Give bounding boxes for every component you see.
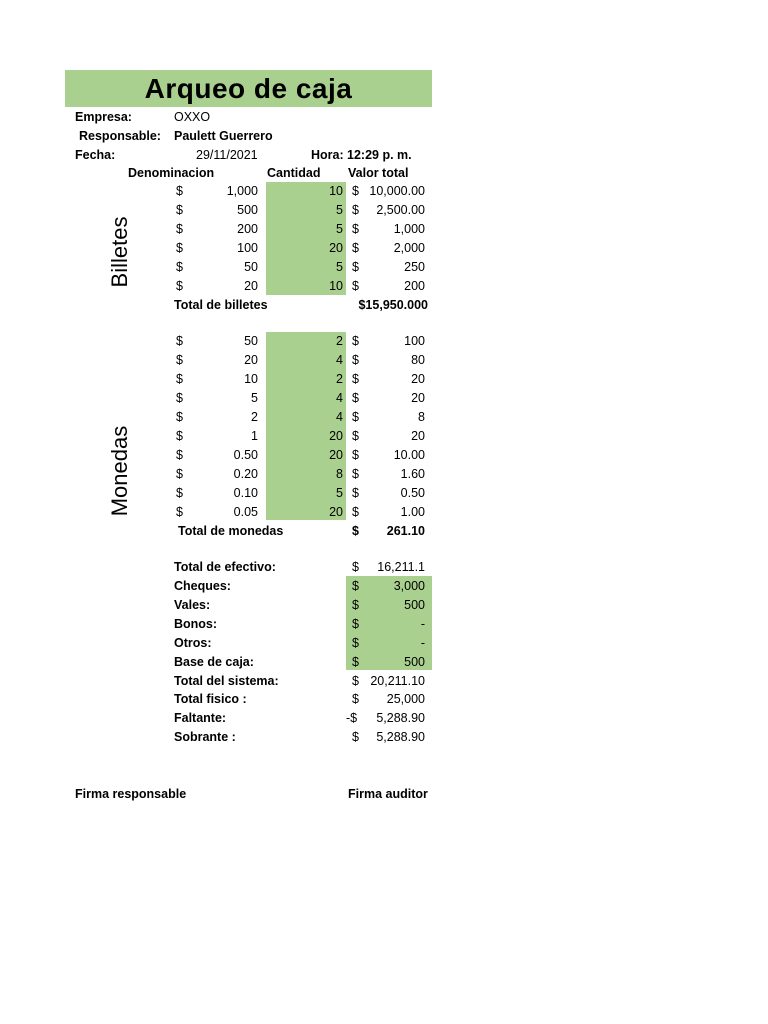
currency-symbol: $ — [176, 372, 183, 386]
quantity-cell: 5 — [336, 203, 343, 217]
currency-symbol: $ — [176, 241, 183, 255]
table-row — [0, 258, 768, 277]
summary-row-sobrante — [0, 728, 768, 747]
currency-symbol: $ — [352, 524, 359, 538]
table-row — [0, 220, 768, 239]
currency-symbol: $ — [352, 448, 359, 462]
summary-row-total-fisico — [0, 690, 768, 709]
currency-symbol: $ — [352, 617, 359, 631]
billetes-total-value: $15,950.000 — [358, 298, 428, 312]
currency-symbol: $ — [176, 222, 183, 236]
quantity-cell: 2 — [336, 334, 343, 348]
currency-symbol: $ — [352, 184, 359, 198]
value-cell: 1,000 — [393, 222, 425, 236]
quantity-cell: 10 — [329, 279, 343, 293]
value-cell: 20 — [411, 372, 425, 386]
summary-row-total-sistema — [0, 672, 768, 691]
fecha-value: 29/11/2021 — [196, 148, 258, 162]
summary-label: Base de caja: — [174, 655, 254, 669]
currency-symbol: -$ — [346, 711, 358, 725]
currency-symbol: $ — [352, 410, 359, 424]
currency-symbol: $ — [176, 486, 183, 500]
currency-symbol: $ — [352, 279, 359, 293]
hora-value: 12:29 p. m. — [347, 148, 412, 162]
signature-responsable-label: Firma responsable — [75, 787, 187, 801]
summary-label: Total del sistema: — [174, 674, 279, 688]
column-header-cantidad: Cantidad — [267, 166, 321, 180]
currency-symbol: $ — [176, 260, 183, 274]
denomination-cell: 0.05 — [233, 505, 258, 519]
summary-value: - — [420, 636, 425, 650]
quantity-cell: 4 — [336, 410, 343, 424]
currency-symbol: $ — [352, 655, 359, 669]
empresa-value: OXXO — [174, 110, 211, 124]
value-cell: 2,000 — [393, 241, 425, 255]
column-header-denominacion: Denominacion — [128, 166, 215, 180]
denomination-cell: 0.20 — [233, 467, 258, 481]
currency-symbol: $ — [352, 598, 359, 612]
quantity-cell: 20 — [329, 241, 343, 255]
column-header-valor-total: Valor total — [348, 166, 409, 180]
currency-symbol: $ — [176, 184, 183, 198]
summary-value: 500 — [404, 655, 425, 669]
table-row — [0, 408, 768, 427]
quantity-cell: 5 — [336, 260, 343, 274]
currency-symbol: $ — [176, 429, 183, 443]
table-row — [0, 351, 768, 370]
value-cell: 2,500.00 — [376, 203, 425, 217]
currency-symbol: $ — [352, 486, 359, 500]
table-row — [0, 182, 768, 201]
denomination-cell: 0.10 — [233, 486, 258, 500]
currency-symbol: $ — [176, 334, 183, 348]
currency-symbol: $ — [352, 429, 359, 443]
quantity-cell: 5 — [336, 486, 343, 500]
table-row — [0, 484, 768, 503]
quantity-cell: 10 — [329, 184, 343, 198]
value-cell: 1.00 — [400, 505, 425, 519]
quantity-cell: 20 — [329, 429, 343, 443]
currency-symbol: $ — [352, 222, 359, 236]
quantity-cell: 4 — [336, 391, 343, 405]
value-cell: 80 — [411, 353, 425, 367]
summary-label: Total fisico : — [174, 692, 247, 706]
currency-symbol: $ — [352, 372, 359, 386]
denomination-cell: 500 — [237, 203, 258, 217]
currency-symbol: $ — [352, 505, 359, 519]
page-title: Arqueo de caja — [65, 70, 432, 107]
value-cell: 250 — [404, 260, 425, 274]
currency-symbol: $ — [176, 448, 183, 462]
summary-label: Total de efectivo: — [174, 560, 276, 574]
value-cell: 100 — [404, 334, 425, 348]
value-cell: 10,000.00 — [369, 184, 425, 198]
value-cell: 8 — [418, 410, 425, 424]
table-row — [0, 370, 768, 389]
denomination-cell: 0.50 — [233, 448, 258, 462]
currency-symbol: $ — [352, 636, 359, 650]
denomination-cell: 50 — [244, 260, 258, 274]
summary-value: 25,000 — [386, 692, 425, 706]
currency-symbol: $ — [176, 505, 183, 519]
value-cell: 200 — [404, 279, 425, 293]
table-row — [0, 332, 768, 351]
currency-symbol: $ — [176, 279, 183, 293]
table-row — [0, 201, 768, 220]
summary-row-otros — [0, 634, 768, 653]
quantity-cell: 5 — [336, 222, 343, 236]
signature-auditor-label: Firma auditor — [348, 787, 428, 801]
empresa-label: Empresa: — [75, 110, 132, 124]
summary-label: Vales: — [174, 598, 211, 612]
table-row — [0, 465, 768, 484]
table-row — [0, 389, 768, 408]
denomination-cell: 10 — [244, 372, 258, 386]
value-cell: 10.00 — [393, 448, 425, 462]
summary-label: Bonos: — [174, 617, 218, 631]
table-row — [0, 239, 768, 258]
denomination-cell: 5 — [251, 391, 258, 405]
monedas-total-value: 261.10 — [386, 524, 425, 538]
currency-symbol: $ — [352, 692, 359, 706]
summary-label: Otros: — [174, 636, 212, 650]
table-row — [0, 446, 768, 465]
denomination-cell: 1,000 — [226, 184, 258, 198]
currency-symbol: $ — [352, 579, 359, 593]
denomination-cell: 100 — [237, 241, 258, 255]
monedas-total-label: Total de monedas — [178, 524, 284, 538]
billetes-section-label: Billetes — [107, 216, 132, 288]
quantity-cell: 20 — [329, 448, 343, 462]
currency-symbol: $ — [352, 674, 359, 688]
currency-symbol: $ — [176, 203, 183, 217]
quantity-cell: 2 — [336, 372, 343, 386]
responsable-value: Paulett Guerrero — [174, 129, 273, 143]
summary-label: Faltante: — [174, 711, 227, 725]
currency-symbol: $ — [352, 334, 359, 348]
currency-symbol: $ — [176, 353, 183, 367]
currency-symbol: $ — [352, 391, 359, 405]
monedas-section-label: Monedas — [107, 425, 132, 517]
summary-label: Cheques: — [174, 579, 231, 593]
summary-row-bonos — [0, 615, 768, 634]
denomination-cell: 2 — [251, 410, 258, 424]
value-cell: 20 — [411, 391, 425, 405]
value-cell: 20 — [411, 429, 425, 443]
summary-row-cheques — [0, 577, 768, 596]
summary-value: 500 — [404, 598, 425, 612]
summary-value: 20,211.10 — [370, 674, 425, 688]
currency-symbol: $ — [352, 260, 359, 274]
summary-row-total-efectivo — [0, 558, 768, 577]
summary-row-faltante — [0, 709, 768, 728]
table-row — [0, 277, 768, 296]
currency-symbol: $ — [176, 410, 183, 424]
denomination-cell: 20 — [244, 353, 258, 367]
summary-value: 16,211.1 — [377, 560, 425, 574]
summary-value: 5,288.90 — [376, 730, 425, 744]
denomination-cell: 200 — [237, 222, 258, 236]
currency-symbol: $ — [176, 467, 183, 481]
currency-symbol: $ — [176, 391, 183, 405]
summary-row-vales — [0, 596, 768, 615]
currency-symbol: $ — [352, 203, 359, 217]
summary-value: 5,288.90 — [376, 711, 425, 725]
summary-value: 3,000 — [393, 579, 425, 593]
hora-label: Hora: — [311, 148, 344, 162]
fecha-label: Fecha: — [75, 148, 116, 162]
currency-symbol: $ — [352, 241, 359, 255]
responsable-label: Responsable: — [79, 129, 161, 143]
denomination-cell: 20 — [244, 279, 258, 293]
denomination-cell: 50 — [244, 334, 258, 348]
currency-symbol: $ — [352, 467, 359, 481]
currency-symbol: $ — [352, 730, 359, 744]
table-row — [0, 503, 768, 522]
currency-symbol: $ — [352, 560, 359, 574]
denomination-cell: 1 — [251, 429, 258, 443]
value-cell: 1.60 — [400, 467, 425, 481]
quantity-cell: 4 — [336, 353, 343, 367]
summary-label: Sobrante : — [174, 730, 236, 744]
quantity-cell: 20 — [329, 505, 343, 519]
quantity-cell: 8 — [336, 467, 343, 481]
currency-symbol: $ — [352, 353, 359, 367]
table-row — [0, 427, 768, 446]
summary-value: - — [420, 617, 425, 631]
summary-row-base-caja — [0, 653, 768, 672]
billetes-total-label: Total de billetes — [174, 298, 268, 312]
value-cell: 0.50 — [400, 486, 425, 500]
